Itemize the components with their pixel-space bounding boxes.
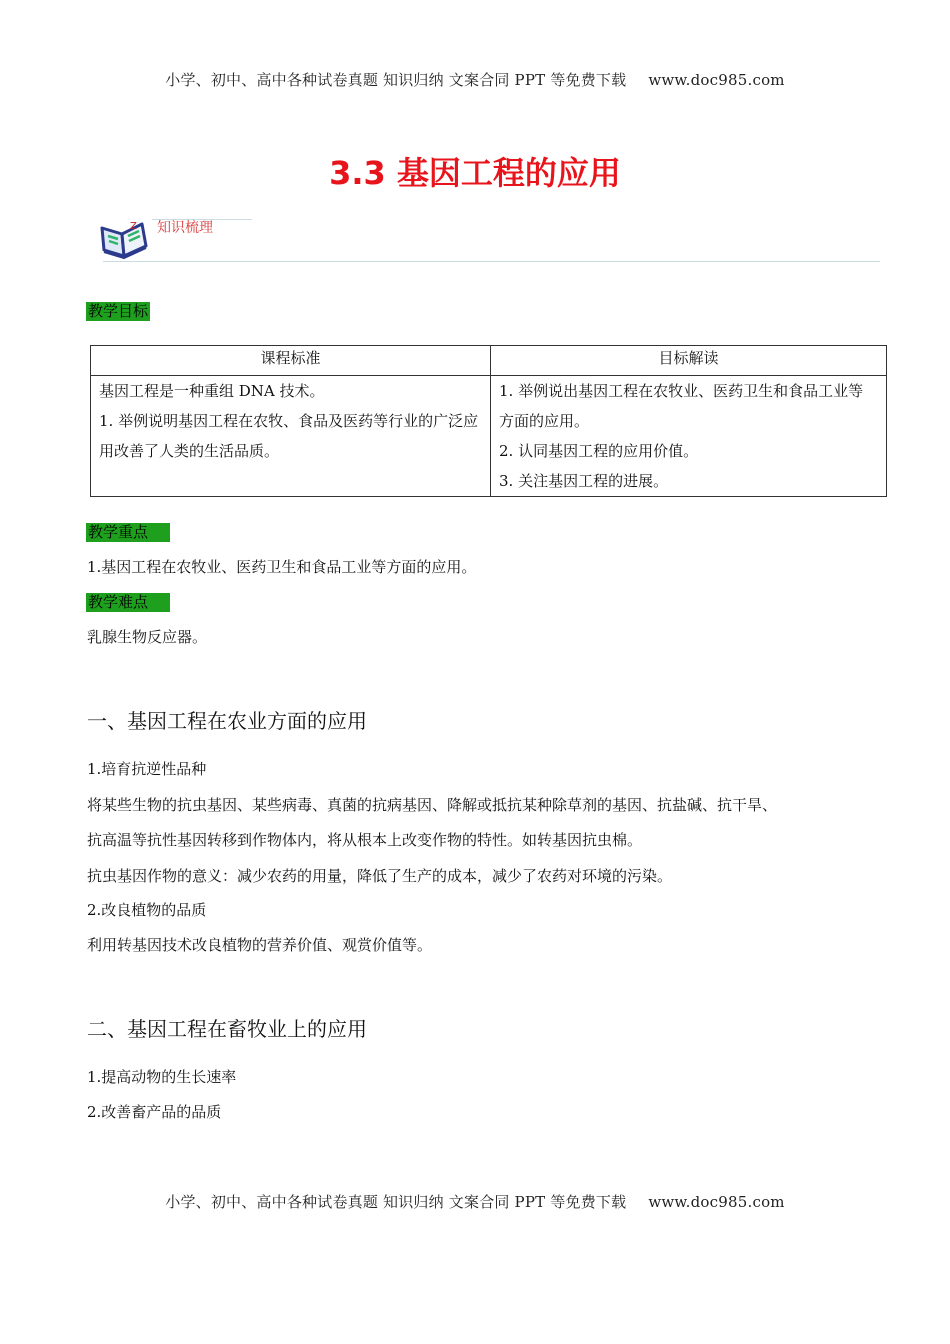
section1-heading: 一、基因工程在农业方面的应用	[87, 709, 367, 733]
section-tag: 知识梳理	[157, 220, 213, 236]
page-footer	[0, 1191, 950, 1212]
footer-url[interactable]: www.doc985.com	[648, 1193, 785, 1211]
footer-text: 小学、初中、高中各种试卷真题 知识归纳 文案合同 PPT 等免费下载	[165, 1193, 627, 1211]
key-point-text: 1.基因工程在农牧业、医药卫生和食品工业等方面的应用。	[87, 558, 477, 576]
section1-line: 2.改良植物的品质	[87, 901, 207, 919]
interpretation-line: 3. 关注基因工程的进展。	[499, 472, 669, 490]
page-header	[0, 69, 950, 90]
difficult-point-text: 乳腺生物反应器。	[87, 628, 208, 646]
section1-line: 抗虫基因作物的意义：减少农药的用量，降低了生产的成本，减少了农药对环境的污染。	[87, 867, 673, 885]
table-cell-interpretation	[491, 376, 887, 497]
section1-line: 1.培育抗逆性品种	[87, 760, 207, 778]
section1-line: 利用转基因技术改良植物的营养价值、观赏价值等。	[87, 936, 433, 954]
svg-text:Z: Z	[130, 221, 137, 232]
key-point-label: 教学重点	[86, 523, 170, 542]
header-text: 小学、初中、高中各种试卷真题 知识归纳 文案合同 PPT 等免费下载	[165, 71, 627, 89]
book-icon	[98, 214, 150, 260]
section1-line: 抗高温等抗性基因转移到作物体内，将从根本上改变作物的特性。如转基因抗虫棉。	[87, 831, 643, 849]
difficult-point-label: 教学难点	[86, 593, 170, 612]
table-header-interpretation: 目标解读	[491, 346, 887, 376]
interpretation-line: 2. 认同基因工程的应用价值。	[499, 442, 699, 460]
page-title: 3.3 基因工程的应用	[329, 154, 621, 192]
teaching-goals-label: 教学目标	[88, 302, 149, 320]
section2-line: 1.提高动物的生长速率	[87, 1068, 237, 1086]
standard-line: 基因工程是一种重组 DNA 技术。	[99, 382, 325, 400]
divider	[103, 261, 880, 262]
standard-line: 1. 举例说明基因工程在农牧、食品及医药等行业的广泛应用改善了人类的生活品质。	[99, 412, 479, 460]
table-cell-standard	[91, 376, 491, 497]
header-url[interactable]: www.doc985.com	[648, 71, 785, 89]
section2-heading: 二、基因工程在畜牧业上的应用	[87, 1017, 367, 1041]
section2-line: 2.改善畜产品的品质	[87, 1103, 222, 1121]
table-header-standard: 课程标准	[91, 346, 491, 376]
interpretation-line: 1. 举例说出基因工程在农牧业、医药卫生和食品工业等方面的应用。	[499, 382, 864, 430]
section1-line: 将某些生物的抗虫基因、某些病毒、真菌的抗病基因、降解或抵抗某种除草剂的基因、抗盐碱、抗干旱、	[87, 796, 778, 814]
goals-table	[90, 345, 887, 497]
